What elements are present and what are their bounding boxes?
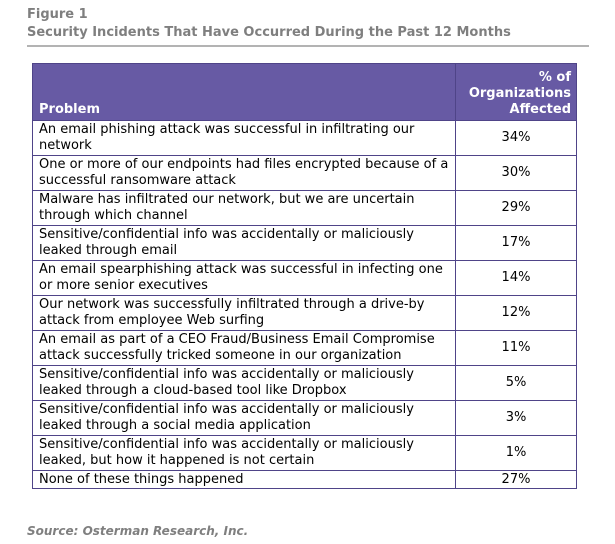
figure-title: Security Incidents That Have Occurred During the Past 12 Months [27, 25, 511, 40]
problem-cell: An email spearphishing attack was successful in infecting one or more senior executives [33, 261, 456, 296]
problem-cell: Sensitive/confidential info was accidentally or maliciously leaked through a cloud-based tool like Dropbox [33, 366, 456, 401]
percent-cell: 12% [456, 296, 577, 331]
problem-cell: Sensitive/confidential info was accidentally or maliciously leaked through email [33, 226, 456, 261]
percent-cell: 1% [456, 436, 577, 471]
table-row [33, 261, 577, 296]
source-note: Source: Osterman Research, Inc. [27, 524, 249, 538]
problem-cell: An email as part of a CEO Fraud/Business Email Compromise attack successfully tricked someone in our organization [33, 331, 456, 366]
table-row [33, 121, 577, 156]
table-row [33, 156, 577, 191]
percent-cell: 3% [456, 401, 577, 436]
incidents-table-container [32, 63, 577, 489]
percent-cell: 30% [456, 156, 577, 191]
table-row [33, 401, 577, 436]
percent-cell: 34% [456, 121, 577, 156]
header-percent-affected: % of Organizations Affected [456, 64, 577, 121]
problem-cell: An email phishing attack was successful in infiltrating our network [33, 121, 456, 156]
incidents-table [32, 63, 577, 489]
problem-cell: Sensitive/confidential info was accidentally or maliciously leaked through a social media application [33, 401, 456, 436]
table-row [33, 331, 577, 366]
table-row [33, 436, 577, 471]
percent-cell: 14% [456, 261, 577, 296]
percent-cell: 5% [456, 366, 577, 401]
header-problem: Problem [33, 64, 456, 121]
percent-cell: 27% [456, 471, 577, 489]
table-row [33, 296, 577, 331]
problem-cell: Sensitive/confidential info was accidentally or maliciously leaked, but how it happened is not certain [33, 436, 456, 471]
table-row [33, 191, 577, 226]
problem-cell: None of these things happened [33, 471, 456, 489]
percent-cell: 17% [456, 226, 577, 261]
problem-cell: Malware has infiltrated our network, but we are uncertain through which channel [33, 191, 456, 226]
title-divider [27, 45, 589, 47]
problem-cell: One or more of our endpoints had files encrypted because of a successful ransomware attack [33, 156, 456, 191]
table-row [33, 366, 577, 401]
percent-cell: 11% [456, 331, 577, 366]
percent-cell: 29% [456, 191, 577, 226]
table-header-row [33, 64, 577, 121]
table-row [33, 471, 577, 489]
problem-cell: Our network was successfully infiltrated through a drive-by attack from employee Web surfing [33, 296, 456, 331]
figure-label: Figure 1 [27, 7, 88, 22]
table-row [33, 226, 577, 261]
